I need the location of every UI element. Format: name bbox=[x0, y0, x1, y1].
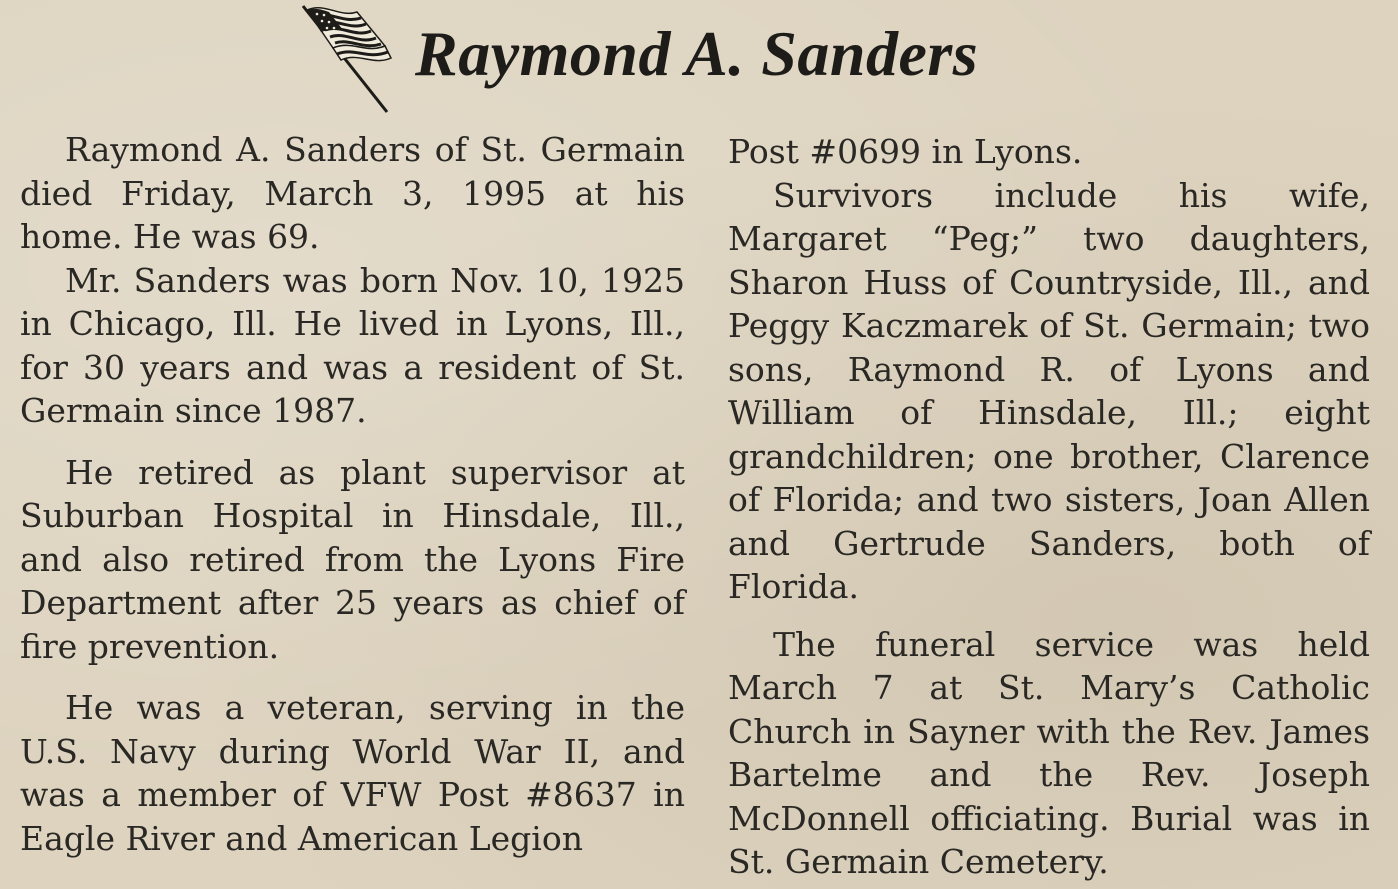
paragraph-birth-residence: Mr. Sanders was born Nov. 10, 1925 in Chicago, Ill. He lived in Lyons, Ill., for 30 years and was a resident of St. Germain since 1987. bbox=[20, 260, 685, 430]
paragraph-career: He retired as plant supervisor at Suburban Hospital in Hinsdale, Ill., and also retired from the Lyons Fire Department after 25 years as chief of fire prevention. bbox=[20, 452, 685, 666]
right-column bbox=[728, 130, 1370, 884]
left-column bbox=[20, 128, 685, 860]
obituary-header bbox=[295, 0, 1398, 120]
paragraph-survivors: Survivors include his wife, Margaret “Peg;” two daughters, Sharon Huss of Countryside, Ill., and Peggy Kaczmarek of St. Germain; two sons, Raymond R. of Lyons and William of Hinsdale, Ill.; eight grandchildren; one brother, Clarence of Florida; and two sisters, Joan Allen and Gertrude Sanders, both of Florida. bbox=[728, 175, 1370, 606]
american-flag-icon bbox=[295, 2, 395, 114]
paragraph-military-service: He was a veteran, serving in the U.S. Navy during World War II, and was a member of VFW Post #8637 in Eagle River and American Legion bbox=[20, 688, 685, 858]
paragraph-continuation: Post #0699 in Lyons. bbox=[728, 132, 1083, 171]
paragraph-funeral: The funeral service was held March 7 at St. Mary’s Catholic Church in Sayner with the Rev. James Bartelme and the Rev. Joseph McDonnell officiating. Burial was in St. Germain Cemetery. bbox=[728, 624, 1370, 881]
paragraph-death-notice: Raymond A. Sanders of St. Germain died Friday, March 3, 1995 at his home. He was 69. bbox=[20, 130, 685, 256]
headline: Raymond A. Sanders bbox=[415, 18, 979, 89]
